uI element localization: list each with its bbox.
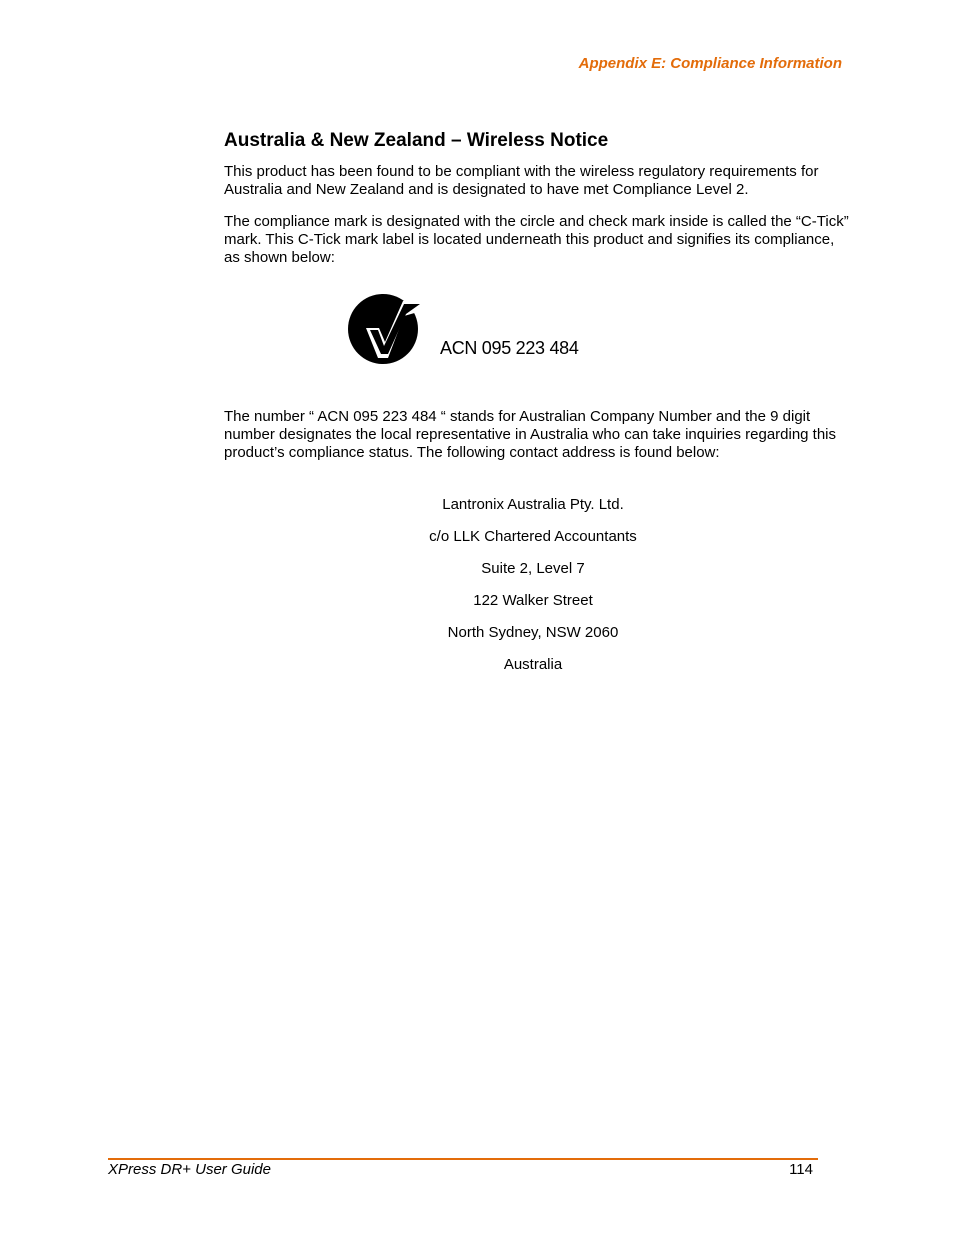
paragraph-compliance: This product has been found to be compliant with the wireless regulatory requirements for Australia and New Zealand and is designated to have met Compliance Level 2.	[224, 163, 819, 198]
address-line: Suite 2, Level 7	[481, 560, 585, 577]
address-line: c/o LLK Chartered Accountants	[429, 528, 637, 545]
footer-guide-title: XPress DR+ User Guide	[108, 1161, 271, 1178]
address-line: Australia	[503, 656, 563, 673]
paragraph-acn-explanation: The number “ ACN 095 223 484 “ stands for Australian Company Number and the 9 digit number designates the local representative in Australia who can take inquiries regarding this product’s compliance status. The following contact address is found below:	[224, 408, 837, 461]
c-tick-mark-icon	[348, 292, 428, 372]
footer-page-number: 114	[789, 1161, 813, 1178]
address-line: 122 Walker Street	[473, 592, 593, 609]
acn-number-label: ACN 095 223 484	[440, 338, 579, 358]
paragraph-ctick-description: The compliance mark is designated with the circle and check mark inside is called the “C-Tick” mark. This C-Tick mark label is located underneath this product and signifies its compliance, as shown below:	[224, 213, 849, 266]
page-header-title: Appendix E: Compliance Information	[578, 55, 842, 72]
contact-address	[224, 496, 842, 688]
c-tick-compliance-mark	[342, 288, 618, 378]
footer-divider	[108, 1158, 818, 1160]
section-heading: Australia & New Zealand – Wireless Notice	[224, 130, 609, 151]
address-line: North Sydney, NSW 2060	[447, 624, 619, 641]
address-line: Lantronix Australia Pty. Ltd.	[442, 496, 624, 513]
